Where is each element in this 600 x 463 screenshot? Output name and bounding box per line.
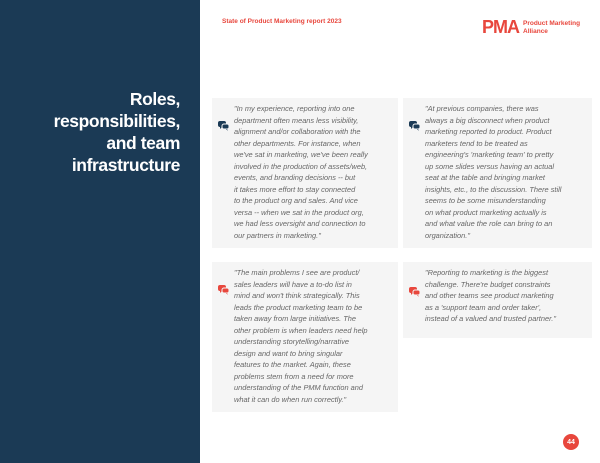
logo-mark: PMA xyxy=(482,17,519,37)
quote-line: engineering's 'marketing team' to pretty xyxy=(425,150,554,159)
report-title: State of Product Marketing report 2023 xyxy=(222,18,342,25)
quote-line: department often means less visibility, xyxy=(234,115,359,125)
quote-line: mind and won't think strategically. This xyxy=(234,291,360,300)
quote-card xyxy=(403,98,592,248)
quote-line: seat at the table and bringing market xyxy=(425,173,545,182)
quote-line: "Reporting to marketing is the biggest xyxy=(425,268,548,277)
quote-line: marketing reported to product. Product xyxy=(425,127,552,136)
quote-line: other departments. For instance, when xyxy=(234,138,361,148)
quote-line: design and want to bring singular xyxy=(234,348,343,358)
title-line: Roles, xyxy=(129,89,180,109)
quote-line: and other teams see product marketing xyxy=(425,291,554,300)
quote-text xyxy=(425,103,561,241)
logo-text-line: Alliance xyxy=(523,27,548,35)
quote-line: understanding storytelling/narrative xyxy=(234,337,350,346)
quote-line: our partners in marketing." xyxy=(234,230,321,240)
chat-bubbles-icon xyxy=(218,282,230,292)
quote-card xyxy=(403,262,592,338)
quote-line: leads the product marketing team to be xyxy=(234,302,363,312)
quote-card xyxy=(212,262,398,412)
sidebar-panel xyxy=(0,0,200,463)
quote-line: understanding of the PMM function and xyxy=(234,383,364,392)
quote-line: sales leaders will have a to-do list in xyxy=(234,279,352,289)
pma-logo xyxy=(482,17,580,38)
quote-line: organization." xyxy=(425,230,470,240)
quote-line: and what value the role can bring to an xyxy=(425,219,553,228)
quote-line: alignment and/or collaboration with the xyxy=(234,127,361,136)
page-number: 44 xyxy=(563,434,579,450)
quote-line: we've sat in marketing, we've been really xyxy=(234,150,368,159)
chat-bubbles-icon xyxy=(409,284,421,294)
quote-line: "At previous companies, there was xyxy=(425,104,539,113)
quote-line: "In my experience, reporting into one xyxy=(234,104,355,113)
chat-bubbles-icon xyxy=(218,118,230,128)
quote-line: we had less oversight and connection to xyxy=(234,219,366,228)
quote-line: other problem is when leaders need help xyxy=(234,325,368,335)
quote-line: up some slides versus having an actual xyxy=(425,161,554,171)
quote-line: versa -- when we sat in the product org, xyxy=(234,207,364,217)
title-line: infrastructure xyxy=(71,155,180,175)
quote-line: insights, etc., to the discussion. There still xyxy=(425,184,562,194)
quote-line: what it can do when run correctly." xyxy=(234,394,347,404)
quote-line: taken away from large initiatives. The xyxy=(234,314,356,323)
quote-line: always a big disconnect when product xyxy=(425,115,550,125)
quote-text xyxy=(234,103,368,241)
quote-card xyxy=(212,98,398,248)
logo-text-line: Product Marketing xyxy=(523,19,581,27)
quote-line: problems stem from a need for more xyxy=(234,371,354,381)
quote-text xyxy=(425,267,556,325)
quote-line: events, and branding decisions -- but xyxy=(234,173,356,182)
quote-line: involved in the production of assets/web, xyxy=(234,161,368,171)
quote-text xyxy=(234,267,368,405)
title-line: and team xyxy=(106,133,180,153)
title-line: responsibilities, xyxy=(53,111,180,131)
quote-line: instead of a valued and trusted partner." xyxy=(425,314,556,323)
chat-bubbles-icon xyxy=(409,118,421,128)
logo-text xyxy=(523,20,580,36)
quote-line: seems to be some misunderstanding xyxy=(425,196,546,205)
quote-line: on what product marketing actually is xyxy=(425,207,547,217)
quote-line: to the product org and sales. And vice xyxy=(234,196,358,205)
section-title xyxy=(54,88,180,176)
quote-line: as a 'support team and order taker', xyxy=(425,302,542,312)
quote-line: "The main problems I see are product/ xyxy=(234,268,360,277)
quote-line: challenge. There're budget constraints xyxy=(425,279,551,289)
quote-line: marketers tend to be treated as xyxy=(425,138,528,148)
quote-line: it takes more effort to stay connected xyxy=(234,184,356,194)
quote-line: features to the market. Again, these xyxy=(234,360,351,369)
